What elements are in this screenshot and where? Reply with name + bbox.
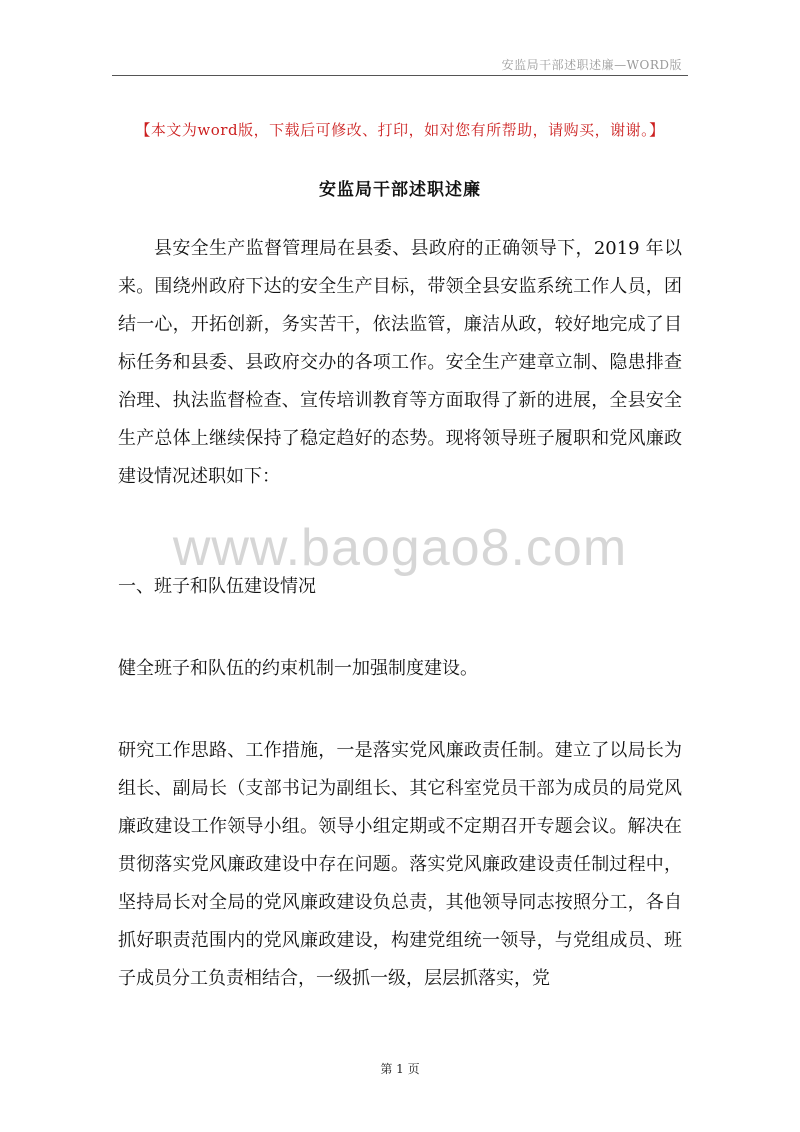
intro-paragraph: 县安全生产监督管理局在县委、县政府的正确领导下，2019 年以来。围绕州政府下达的安全生产目标，带领全县安监系统工作人员，团结一心，开拓创新，务实苦干，依法监管，廉洁从政，较好地完成了目标任务和县委、县政府交办的各项工作。安全生产建章立制、隐患排查治理、执法监督检查、宣传培训教育等方面取得了新的进展，全县安全生产总体上继续保持了稳定趋好的态势。现将领导班子履职和党风廉政建设情况述职如下： (118, 238, 682, 487)
watermark-text: www.baogao8.com (172, 519, 628, 577)
purchase-notice: 【本文为word版，下载后可修改、打印，如对您有所帮助，请购买，谢谢。】 (135, 121, 665, 139)
page-number: 第 1 页 (380, 1062, 420, 1076)
header-divider (112, 75, 688, 76)
section-heading: 一、班子和队伍建设情况 (118, 576, 316, 597)
document-title: 安监局干部述职述廉 (319, 180, 481, 200)
section-paragraph: 健全班子和队伍的约束机制一加强制度建设。 (118, 658, 478, 679)
section-paragraph-body: 研究工作思路、工作措施，一是落实党风廉政责任制。建立了以局长为组长、副局长（支部书记为副组长、其它科室党员干部为成员的局党风廉政建设工作领导小组。领导小组定期或不定期召开专题会议。解决在贯彻落实党风廉政建设中存在问题。落实党风廉政建设责任制过程中，坚持局长对全局的党风廉政建设负总责，其他领导同志按照分工，各自抓好职责范围内的党风廉政建设，构建党组统一领导，与党组成员、班子成员分工负责相结合，一级抓一级，层层抓落实，党 (118, 740, 682, 989)
running-header: 安监局干部述职述廉—WORD版 (501, 58, 682, 72)
